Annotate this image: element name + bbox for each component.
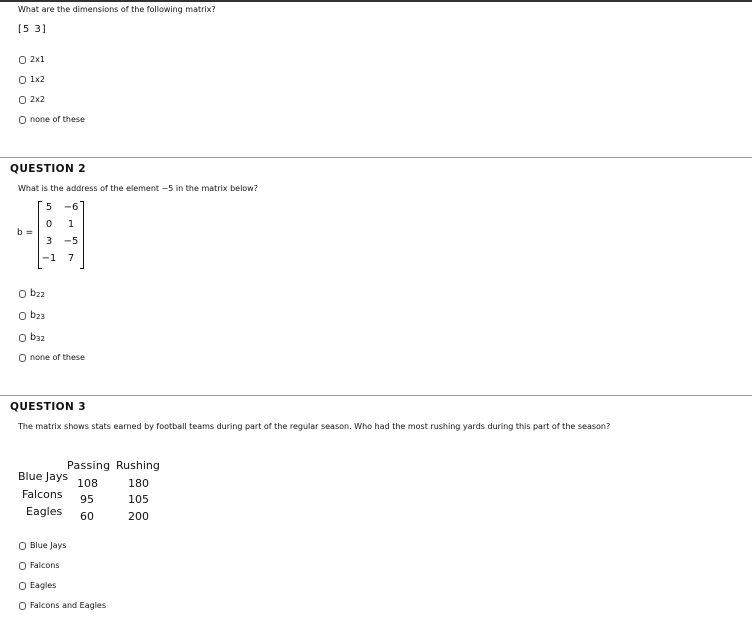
column-header-passing: Passing <box>67 459 111 472</box>
radio-button[interactable] <box>19 334 26 342</box>
radio-button[interactable] <box>19 116 26 124</box>
q1-option-2x1[interactable] <box>19 55 45 64</box>
table-cell: 200 <box>128 510 149 523</box>
option-label: Blue Jays <box>30 541 67 550</box>
option-label: Eagles <box>30 581 57 590</box>
radio-button[interactable] <box>19 602 26 610</box>
section-divider <box>0 395 752 396</box>
column-header-rushing: Rushing <box>116 459 160 472</box>
table-cell: 60 <box>80 510 94 523</box>
matrix-cell: −5 <box>63 236 79 247</box>
option-label: 1x2 <box>30 75 45 84</box>
matrix-cell: 3 <box>45 236 53 247</box>
q1-option-none[interactable] <box>19 115 85 124</box>
radio-button[interactable] <box>19 312 26 320</box>
q2-option-b32[interactable] <box>19 332 45 343</box>
q3-option-blue-jays[interactable] <box>19 541 66 550</box>
option-label: Falcons <box>30 561 60 570</box>
radio-button[interactable] <box>19 56 26 64</box>
section-divider <box>0 157 752 158</box>
radio-button[interactable] <box>19 76 26 84</box>
option-label: $b_{22}$ <box>30 288 45 299</box>
matrix-cell: 7 <box>67 253 75 264</box>
radio-button[interactable] <box>19 542 26 550</box>
matrix-cell: 5 <box>45 202 53 213</box>
q2-heading: QUESTION 2 <box>10 163 86 175</box>
table-cell: 108 <box>77 477 98 490</box>
matrix-label: b = <box>17 228 34 238</box>
right-bracket <box>80 201 84 269</box>
option-label: none of these <box>30 353 85 362</box>
matrix-cell: −6 <box>63 202 79 213</box>
q1-option-1x2[interactable] <box>19 75 45 84</box>
q3-option-eagles[interactable] <box>19 581 56 590</box>
option-label: $b_{32}$ <box>30 332 45 343</box>
top-border <box>0 0 752 2</box>
q3-option-falcons-and-eagles[interactable] <box>19 601 106 610</box>
table-cell: 180 <box>128 477 149 490</box>
q3-heading: QUESTION 3 <box>10 401 86 413</box>
option-label: $b_{23}$ <box>30 310 45 321</box>
q2-option-b22[interactable] <box>19 288 45 299</box>
row-label-blue-jays: Blue Jays <box>18 470 69 483</box>
option-label: 2x2 <box>30 95 45 104</box>
radio-button[interactable] <box>19 354 26 362</box>
q3-option-falcons[interactable] <box>19 561 60 570</box>
q1-prompt: What are the dimensions of the following matrix? <box>18 5 216 14</box>
radio-button[interactable] <box>19 582 26 590</box>
q1-matrix: [5 3] <box>18 24 47 35</box>
row-label-falcons: Falcons <box>22 488 63 501</box>
q2-prompt: What is the address of the element −5 in the matrix below? <box>18 184 258 193</box>
q3-prompt: The matrix shows stats earned by football teams during part of the regular season. Who had the most rushing yards during this part of the season? <box>18 422 611 431</box>
option-label: Falcons and Eagles <box>30 601 107 610</box>
radio-button[interactable] <box>19 290 26 298</box>
matrix-cell: 0 <box>45 219 53 230</box>
matrix-cell: 1 <box>67 219 75 230</box>
matrix-cell: −1 <box>41 253 57 264</box>
option-label: none of these <box>30 115 85 124</box>
radio-button[interactable] <box>19 562 26 570</box>
option-label: 2x1 <box>30 55 45 64</box>
row-label-eagles: Eagles <box>26 505 63 518</box>
q1-option-2x2[interactable] <box>19 95 45 104</box>
q2-option-none[interactable] <box>19 353 85 362</box>
radio-button[interactable] <box>19 96 26 104</box>
table-cell: 95 <box>80 493 94 506</box>
q2-option-b23[interactable] <box>19 310 45 321</box>
table-cell: 105 <box>128 493 149 506</box>
